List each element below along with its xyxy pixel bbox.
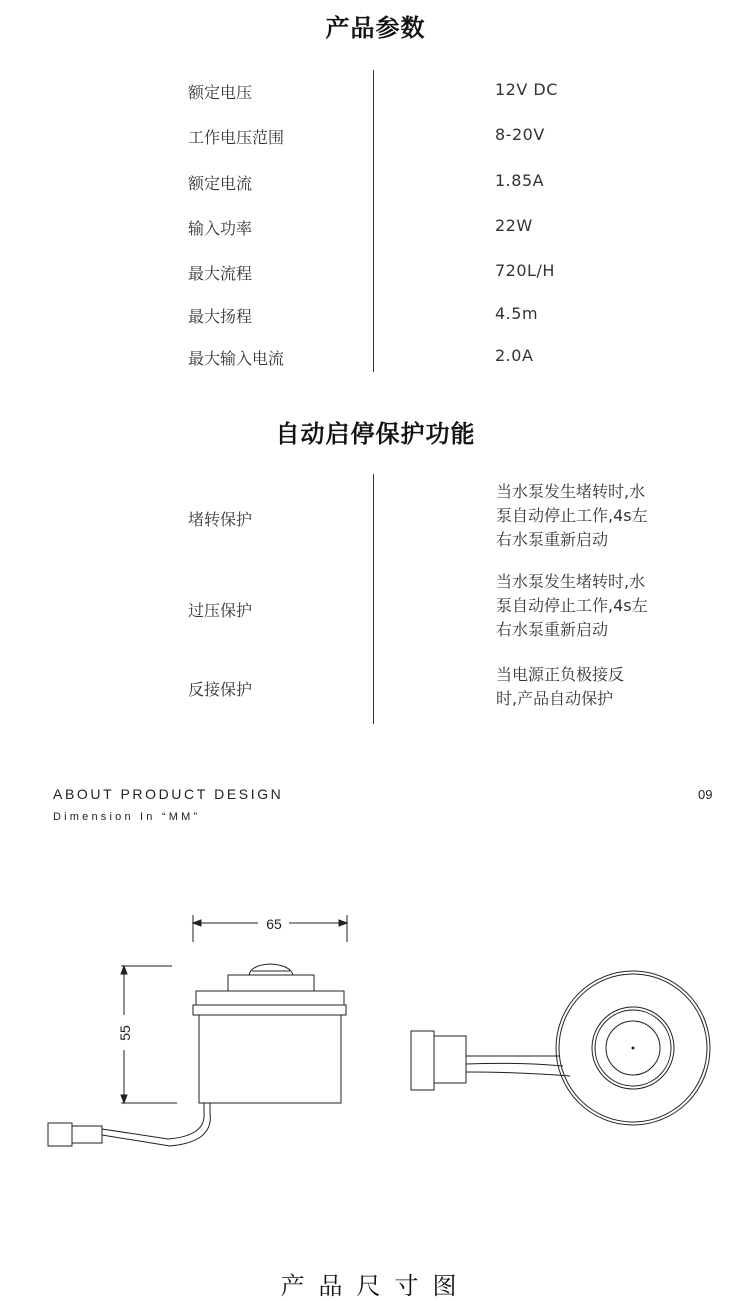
param-label: 输入功率: [188, 219, 253, 238]
height-dim-label: 55: [117, 1025, 133, 1041]
width-dim-label: 65: [266, 916, 282, 932]
param-label: 额定电压: [188, 83, 253, 102]
description-line: 右水泵重新启动: [496, 530, 609, 549]
param-value: 720L/H: [495, 261, 555, 280]
param-label: 额定电流: [188, 174, 253, 193]
drawing-caption: 产品尺寸图: [280, 1272, 471, 1300]
design-heading: ABOUT PRODUCT DESIGN: [53, 786, 284, 802]
protection-label: 堵转保护: [188, 510, 253, 529]
protection-divider: [373, 474, 374, 724]
param-value: 1.85A: [495, 171, 545, 190]
param-value: 12V DC: [495, 80, 558, 99]
protection-description: [496, 480, 676, 552]
height-dimension: [117, 966, 177, 1103]
param-label: 工作电压范围: [188, 128, 285, 147]
description-line: 时,产品自动保护: [496, 689, 614, 708]
protection-title: 自动启停保护功能: [275, 420, 476, 448]
param-value: 2.0A: [495, 346, 534, 365]
protection-description: [496, 663, 676, 711]
page-number: 09: [698, 787, 713, 802]
protection-description: [496, 570, 676, 642]
param-label: 最大流程: [188, 264, 253, 283]
dimension-drawing: [0, 880, 751, 1170]
param-value: 8-20V: [495, 125, 545, 144]
pump-top-view: [411, 971, 710, 1125]
param-value: 22W: [495, 216, 533, 235]
protection-label: 反接保护: [188, 680, 253, 699]
param-label: 最大扬程: [188, 307, 253, 326]
description-line: 当水泵发生堵转时,水: [496, 482, 646, 501]
params-title: 产品参数: [325, 14, 426, 42]
description-line: 右水泵重新启动: [496, 620, 609, 639]
param-value: 4.5m: [495, 304, 539, 323]
description-line: 当电源正负极接反: [496, 665, 625, 684]
width-dimension: [193, 915, 347, 942]
description-line: 泵自动停止工作,4s左: [496, 596, 648, 615]
pump-side-view: [48, 964, 346, 1146]
description-line: 当水泵发生堵转时,水: [496, 572, 646, 591]
description-line: 泵自动停止工作,4s左: [496, 506, 648, 525]
dimension-subheading: Dimension In “MM”: [53, 811, 201, 823]
protection-label: 过压保护: [188, 601, 253, 620]
param-label: 最大输入电流: [188, 349, 285, 368]
params-divider: [373, 70, 374, 372]
